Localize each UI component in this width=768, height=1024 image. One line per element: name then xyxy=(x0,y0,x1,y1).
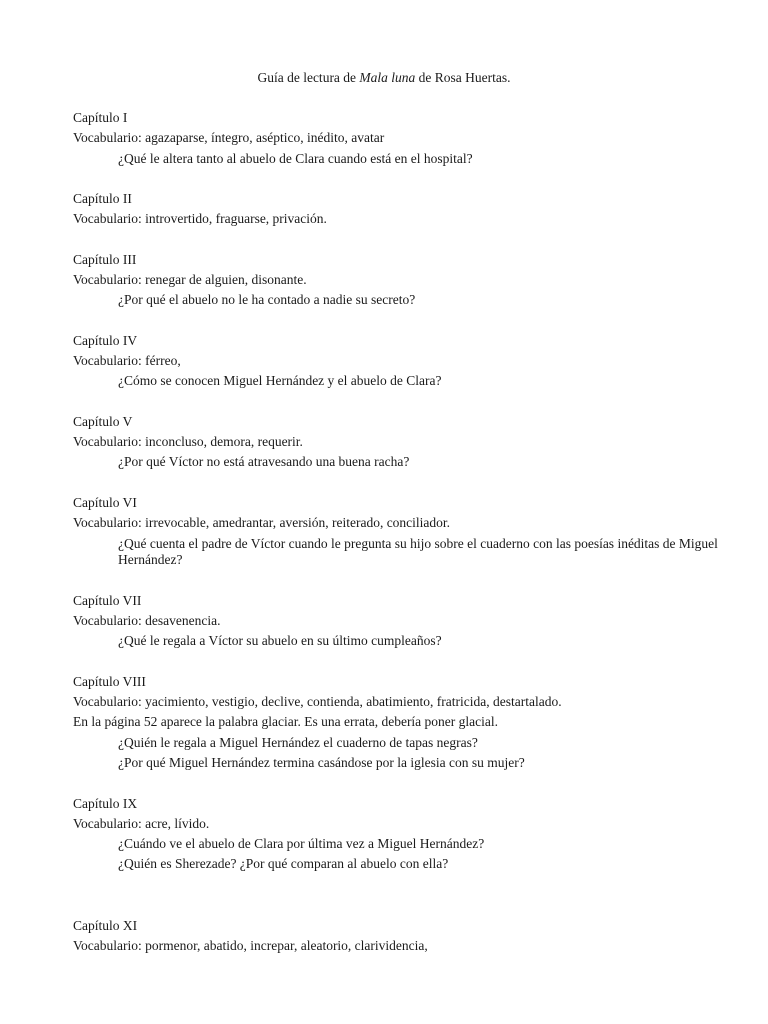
chapter-heading: Capítulo IX xyxy=(73,796,138,811)
question: ¿Qué le regala a Víctor su abuelo en su último cumpleaños? xyxy=(118,633,442,648)
vocabulary-line: Vocabulario: yacimiento, vestigio, declive, contienda, abatimiento, fratricida, destartalado. xyxy=(73,694,562,709)
question: ¿Quién es Sherezade? ¿Por qué comparan al abuelo con ella? xyxy=(118,856,449,871)
vocabulary-line: Vocabulario: desavenencia. xyxy=(73,613,221,628)
note-line: En la página 52 aparece la palabra glaciar. Es una errata, debería poner glacial. xyxy=(73,714,499,729)
question: ¿Qué cuenta el padre de Víctor cuando le pregunta su hijo sobre el cuaderno con las poesías inéditas de Miguel Hernández? xyxy=(118,536,718,567)
vocabulary-line: Vocabulario: pormenor, abatido, increpar, aleatorio, clarividencia, xyxy=(73,938,428,953)
question: ¿Quién le regala a Miguel Hernández el cuaderno de tapas negras? xyxy=(118,735,478,750)
chapter-heading: Capítulo I xyxy=(73,110,128,125)
vocabulary-line: Vocabulario: acre, lívido. xyxy=(73,816,210,831)
vocabulary-line: Vocabulario: inconcluso, demora, requerir. xyxy=(73,434,303,449)
chapter-heading: Capítulo III xyxy=(73,252,137,267)
chapter-heading: Capítulo VII xyxy=(73,593,142,608)
document-title: Guía de lectura de Mala luna de Rosa Huertas. xyxy=(257,70,511,85)
chapter-heading: Capítulo V xyxy=(73,414,133,429)
question: ¿Qué le altera tanto al abuelo de Clara cuando está en el hospital? xyxy=(118,151,473,166)
vocabulary-line: Vocabulario: renegar de alguien, disonante. xyxy=(73,272,307,287)
question: ¿Por qué Víctor no está atravesando una buena racha? xyxy=(118,454,410,469)
vocabulary-line: Vocabulario: agazaparse, íntegro, aséptico, inédito, avatar xyxy=(73,130,385,145)
chapter-heading: Capítulo XI xyxy=(73,918,138,933)
chapter-heading: Capítulo II xyxy=(73,191,132,206)
book-title: Mala luna xyxy=(359,70,416,85)
chapter-heading: Capítulo VIII xyxy=(73,674,146,689)
chapter-heading: Capítulo IV xyxy=(73,333,138,348)
question: ¿Cómo se conocen Miguel Hernández y el abuelo de Clara? xyxy=(118,373,442,388)
question: ¿Por qué Miguel Hernández termina casándose por la iglesia con su mujer? xyxy=(118,755,525,770)
vocabulary-line: Vocabulario: irrevocable, amedrantar, aversión, reiterado, conciliador. xyxy=(73,515,451,530)
chapter-heading: Capítulo VI xyxy=(73,495,137,510)
question: ¿Cuándo ve el abuelo de Clara por última vez a Miguel Hernández? xyxy=(118,836,485,851)
vocabulary-line: Vocabulario: introvertido, fraguarse, privación. xyxy=(73,211,327,226)
question: ¿Por qué el abuelo no le ha contado a nadie su secreto? xyxy=(118,292,416,307)
vocabulary-line: Vocabulario: férreo, xyxy=(73,353,181,368)
